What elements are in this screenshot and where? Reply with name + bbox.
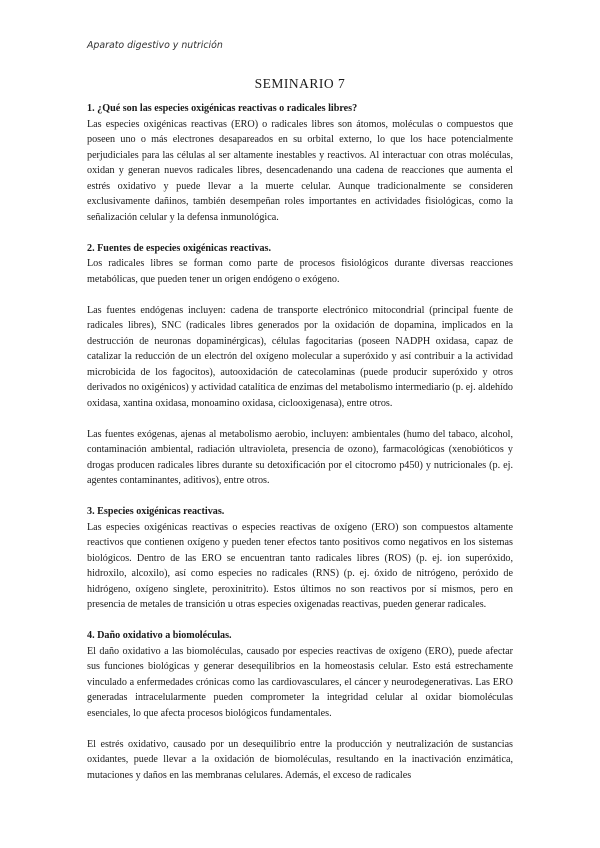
paragraph: Las fuentes exógenas, ajenas al metabolismo aerobio, incluyen: ambientales (humo del tabaco, alcohol, contaminación ambiental, radiación ultravioleta, presencia de ozono), farmacológicas (xenobióticos y drogas producen radicales libres durante su detoxificación por el citocromo p450) y nutricionales (p. ej. agentes contaminantes, aditivos), entre otros. — [87, 428, 513, 486]
section-heading: 3. Especies oxigénicas reactivas. — [87, 506, 225, 517]
document-body — [87, 101, 513, 783]
section-3 — [87, 504, 513, 613]
paragraph: Las especies oxigénicas reactivas (ERO) o radicales libres son átomos, moléculas o compuestos que poseen uno o más electrones desapareados en su orbital externo, lo que los hace potencialmente perjudiciales para las células al ser altamente inestables y reactivos. Al interactuar con otras moléculas, oxidan y generan nuevos radicales libres, desencadenando una cadena de reacciones que aumenta el estrés oxidativo y puede llevar a la muerte celular. Aunque tradicionalmente se consideren exclusivamente dañinos, también desempeñan roles importantes en actividades fisiológicas, como la señalización celular y la defensa inmunológica. — [87, 118, 513, 223]
section-1 — [87, 101, 513, 225]
paragraph: El daño oxidativo a las biomoléculas, causado por especies reactivas de oxígeno (ERO), puede afectar sus funciones biológicas y generar desequilibrios en la homeostasis celular. Esto está estrechamente vinculado a enfermedades crónicas como las cardiovasculares, el cáncer y neurodegenerativas. Las ERO generadas intracelularmente pueden comprometer la integridad celular al oxidar biomoléculas esenciales, lo que afecta procesos biológicos fundamentales. — [87, 645, 513, 719]
paragraph: Las especies oxigénicas reactivas o especies reactivas de oxígeno (ERO) son compuestos altamente reactivos que contienen oxígeno y pueden tener efectos tanto positivos como negativos en los sistemas biológicos. Dentro de las ERO se encuentran tanto radicales libres (ROS) (p. ej. ion superóxido, hidroxilo, alcoxilo), así como especies no radicales (RNS) (p. ej. óxido de nitrógeno, peróxido de hidrógeno, oxígeno singlete, peroxinitrito). Estos últimos no son reactivos por sí mismos, pero en presencia de metales de transición u otras especies oxigenadas reactivas, pueden generar radicales. — [87, 521, 513, 610]
section-heading: 4. Daño oxidativo a biomoléculas. — [87, 630, 232, 641]
section-heading: 2. Fuentes de especies oxigénicas reactivas. — [87, 242, 271, 254]
paragraph: El estrés oxidativo, causado por un desequilibrio entre la producción y neutralización de sustancias oxidantes, puede llevar a la oxidación de biomoléculas, resultando en la inactivación enzimática, mutaciones y daños en las membranas celulares. Además, el exceso de radicales — [87, 738, 513, 781]
section-2 — [87, 241, 513, 489]
section-heading: 1. ¿Qué son las especies oxigénicas reactivas o radicales libres? — [87, 103, 358, 114]
paragraph: Las fuentes endógenas incluyen: cadena de transporte electrónico mitocondrial (principal fuente de radicales libres), SNC (radicales libres generados por la oxidación de dopamina, implicados en la destrucción de neuronas dopaminérgicas), células fagocitarias (poseen NADPH oxidasa, capaz de catalizar la reducción de un electrón del oxígeno molecular a superóxido y así contribuir a la actividad microbicida de los fagocitos), autooxidación de catecolaminas (puede producir superóxido y otros derivados no oxigénicos) y actividad catalítica de enzimas del metabolismo intermediario (p. ej. aldehído oxidasa, xantina oxidasa, monoamino oxidasa, ciclooxigenasa), entre otros. — [87, 304, 513, 409]
document-title: SEMINARIO 7 — [254, 76, 346, 91]
running-header: Aparato digestivo y nutrición — [87, 40, 223, 51]
section-4 — [87, 628, 513, 783]
paragraph: Los radicales libres se forman como parte de procesos fisiológicos durante diversas reacciones metabólicas, que pueden tener un origen endógeno o exógeno. — [87, 258, 513, 285]
